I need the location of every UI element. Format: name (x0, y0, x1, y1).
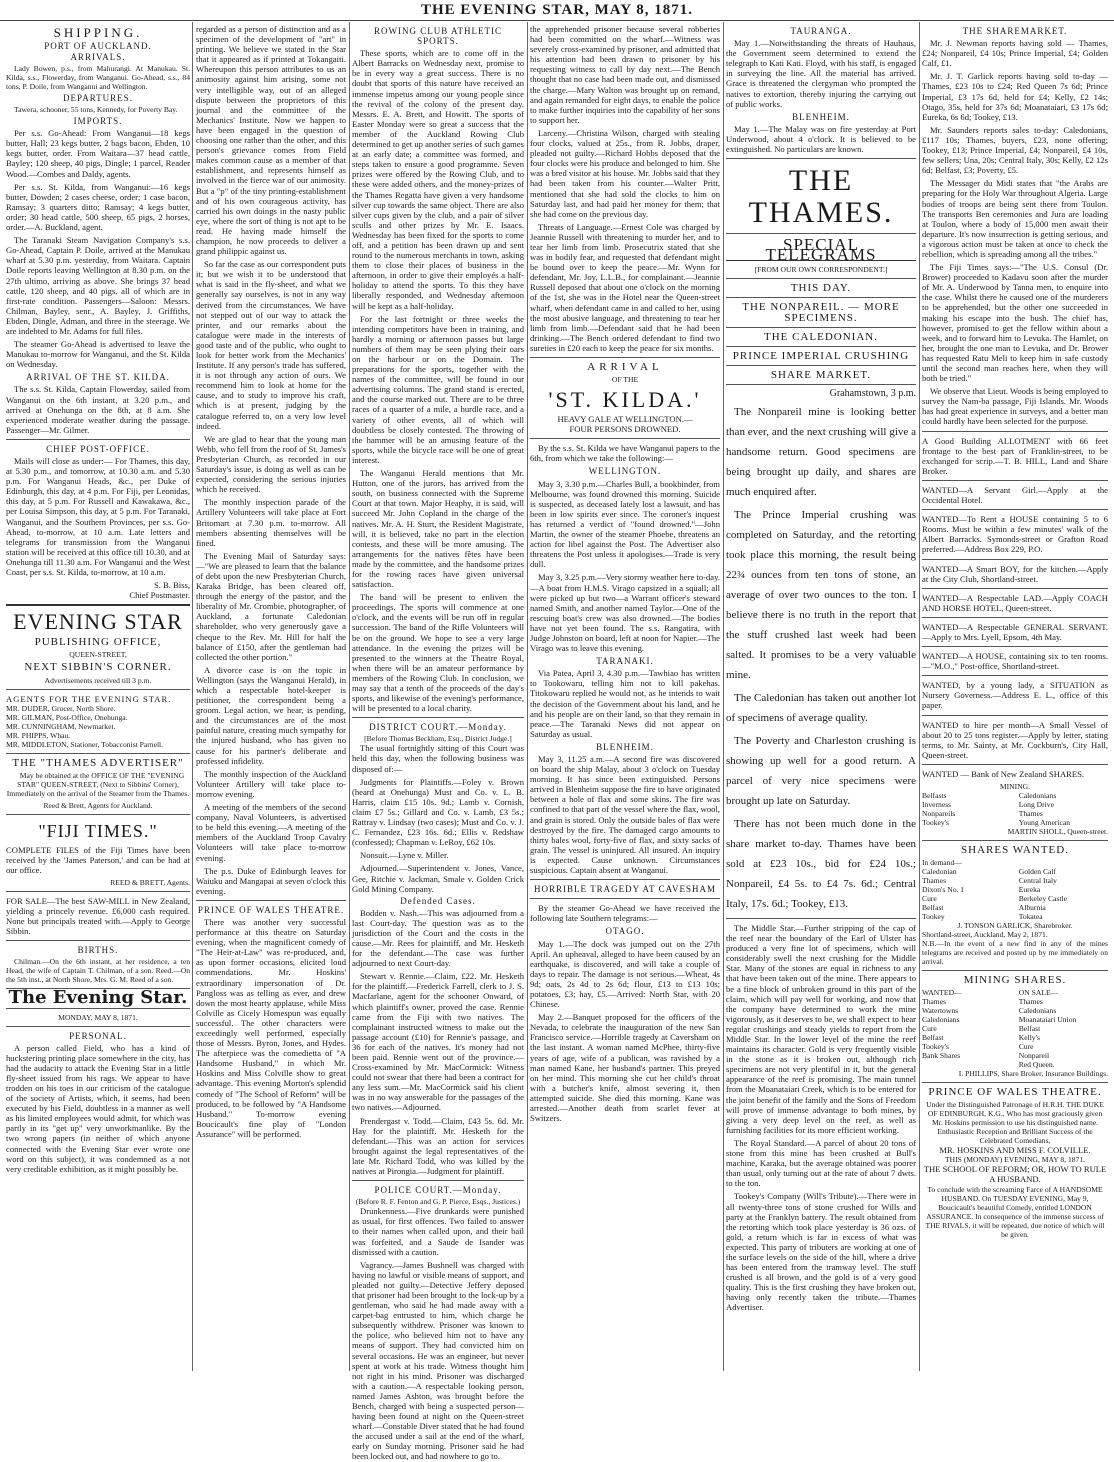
larceny-text: Larceny.—Christina Wilson, charged with stealing four clocks, valued at 25s., from R. Jobbs, draper, pleaded not guilty.—Richard Hobbs deposed that the four clocks were his produce and belonged to him. She was a bred visitor at his house. Mr. Jobbs said that they had been taken from his counter.—Walter Pritt, mentioned that she had sold the clocks to him on Saturday last, and had paid her money for them; that she had come on the previous day. (530, 127, 720, 219)
theatre-names: MR. HOSKINS AND MISS F. COLVILLE. (939, 1145, 1091, 1156)
port-heading: PORT OF AUCKLAND. (44, 41, 152, 52)
col2-text-5: The Evening Mail of Saturday says:—"We are pleased to learn that the balance of debt upon the new Presbyterian Church, Karaka Bridge, has been cleared off, through the energy of the pastor, and the liberality of Mr. Crombie, photographer, of Auckland, a fortunate Caledonian shareholder, who very generously gave a cheque to the Rev. Mr. Hill for half the balance of £150, after the gentleman had collected the other portion." (196, 550, 346, 662)
column-rule (192, 22, 193, 1371)
col2-text-4: The monthly inspection parade of the Artillery Volunteers will take place at Fort Britomart at 7.30 p.m. to-morrow. All members absenting themselves will be fined. (196, 497, 346, 548)
arrivals-heading: ARRIVALS. (70, 52, 126, 63)
nonpareil-heading: THE NONPAREIL. — MORE SPECIMENS. (742, 301, 900, 324)
column-rule (349, 22, 350, 1371)
thames-body-5: There has not been much done in the share market to-day. Thames have been sold at £23 10s., bid for £24 10s.; Nonpareil, £4 5s. to £4 7s. 6d.; Central Italy, 17s. 6d.; Tookey, £13. (726, 817, 916, 910)
mining-shares-lists (922, 988, 1108, 1069)
share-item: Golden Calf (1018, 867, 1057, 877)
office-street: QUEEN-STREET, (69, 650, 127, 660)
otago-text-2: May 2.—Banquet proposed for the officers of the Nevada, to celebrate the inauguration of the new San Francisco service.—Horrible tragedy at Caversham on the last instant. A woman named McPhee, thirty-five years of age, wife of a publican, was ravished by a man named Kane, her husband's partner. This preyed on her mind. This morning she cut her child's throat with a butcher's knife, almost severing it, then attempted suicide. She died this morning. Kane was arrested.—Another death from scarlet fever at Switzers. (530, 1012, 720, 1124)
advert-house-2: WANTED—A HOUSE, containing six to ten rooms.—"M.O.," Post-office, Shortland-street. (922, 651, 1108, 672)
rowing-heading: ROWING CLUB ATHLETIC SPORTS. (374, 26, 502, 47)
col2-text-8: A meeting of the members of the second company, Naval Volunteers, is advertised to be held this evening.—A meeting of the members of the Auckland Troop Cavalry Volunteers will take place to-morrow evening. (196, 802, 346, 863)
for-sale-text: FOR SALE—The best SAW-MILL in New Zealand, yielding a princely revenue. £6,000 cash required. None but principals treated with.—Apply to George Sibbin. (6, 895, 190, 937)
share-item: Alburnia (1018, 903, 1046, 913)
defended-text: Bodden v. Nash.—This was adjourned from a last Court-day. The question was as to the jurisdiction of the Court and the costs in the cause.—Mr. Rees for plaintiff, and Mr. Hesketh for the defendant.—The case was further adjourned to next Court-day. (352, 907, 524, 969)
wanted-label: WANTED— (922, 988, 962, 998)
otago-heading: OTAGO. (605, 926, 645, 937)
births-text: Chilman.—On the 6th instant, at her residence, a ten Head, the wife of Captain T. Chilman, of a son. Reed.—On the 5th inst., at North Shore, Mrs. G. M. Reed of a son. (6, 957, 190, 985)
wanted-item: Tookey's (922, 1042, 949, 1052)
agent-item: MR. DUDER, Grocer, North Shore. (6, 703, 116, 713)
mining-item: Long Drive (1018, 800, 1054, 809)
nonsuit-text: Nonsuit.—Lyne v. Miller. (360, 850, 449, 861)
col4-text-1: the apprehended prisoner because several robberies had been committed on the wharf.—Witness was severely cross-examined by prisoner, and admitted that his attention had been drawn to prisoner by his requesting witness to call by day next.—The Bench thought that no case had been made out, and dismissed the charge.—Mary Walton was brought up on remand, and again remanded for eight days, to enable the police to make further inquiries into the capability of her sons to support her. (530, 24, 720, 125)
theatre-date: THIS (MONDAY) EVENING, MAY 8, 1871. (944, 1155, 1086, 1165)
share-item: Tokatea (1018, 912, 1043, 922)
theatre-text: Enthusiastic Reception and Brilliant Success of the Celebrated Comedians, (937, 1127, 1093, 1146)
advert-house: WANTED—To Rent a HOUSE containing 5 to 6 Rooms. Must be within a few minutes' walk of the Albert Barracks. Symonds-street or Grafton Road preferred.—Address Box 229, P.O. (922, 514, 1108, 555)
steamer-text: The steamer Go-Ahead is advertised to leave the Manukau to-morrow for Wanganui, and the St. Kilda on Wednesday. (6, 339, 190, 370)
prince-imperial-heading: PRINCE IMPERIAL CRUSHING (732, 349, 910, 362)
fiji-heading: "FIJI TIMES." (38, 820, 158, 841)
arrival-ship: 'ST. KILDA.' (548, 387, 702, 413)
prince-theatre-heading: PRINCE OF WALES THEATRE. (197, 904, 345, 915)
mining-item: Caledonians (1018, 791, 1057, 800)
share-item: Thames (922, 876, 947, 886)
woods-text: We observe that Lieut. Woods is being employed to survey the Nam-ba passage, Fiji Islands. Mr. Woods has had great experience in surveys, and a better man could hardly have been selected for the purpose. (922, 386, 1108, 427)
agent-item: MR. PHIPPS, Whau. (6, 730, 71, 740)
district-court-sub: [Before Thomas Beckham, Esq., District Judge.] (364, 734, 512, 744)
on-sale-item: Nonpareil (1018, 1051, 1050, 1061)
departures-heading: DEPARTURES. (63, 93, 133, 104)
phillips-broker: I. PHILLIPS, Share Broker, Insurance Buildings. (958, 1069, 1108, 1079)
col2-text-7: The monthly inspection of the Auckland Volunteer Artillery will take place to-morrow evening. (196, 768, 346, 799)
wanted-shares-sub: MINING. (999, 782, 1031, 791)
judgments-text: Judgments for Plaintiffs.—Foley v. Brown (heard at Onehunga) Must and Co. v. L. B. Harris, claim £15 10s. 9d.; Lamb v. Cornish, claim £7 5s.; Gillard and Co. v. Lamb, £3 5s.; Rattray v. Lindsay (two cases); Must and Co. v. J. C. Fernandez, £23 16s. 6d.; Ellis v. Redshaw (confessed); Chapman v. LeRoy, £62 10s. (352, 776, 524, 848)
agent-item: MR. CUNNINGHAM, Newmarket. (6, 721, 116, 731)
st-kilda-text: The s.s. St. Kilda, Captain Flowerday, sailed from Wanganui on the 6th instant, at 3.20 p.m., and arrived at Onehunga on the 8th, at 8 a.m. She experienced moderate weather during the passage. Passenger—Mr. Gilmer. (6, 384, 190, 435)
arrival-sub-1: HEAVY GALE AT WELLINGTON.— (557, 414, 693, 425)
office-adverts: Advertisements received till 3 p.m. (44, 675, 152, 685)
prendergast-text: Prendergast v. Todd.—Claim, £43 5s. 6d. Mr. Hay for the plaintiff. Mr. Hesketh for the defendant.—This was an action for services brought against the legal representatives of the late Mr. Richard Todd, who was killed by the natives at Pirongia.—Judgment for plaintiff. (352, 1115, 524, 1177)
arrival-heading: ARRIVAL (587, 361, 663, 373)
births-heading: BIRTHS. (77, 945, 119, 956)
share-market-heading: SHARE MARKET. (770, 368, 872, 381)
office-sub: PUBLISHING OFFICE, (34, 636, 162, 649)
wanted-shares-heading: WANTED — Bank of New Zealand SHARES. (922, 768, 1085, 779)
post-office-signature: S. B. Biss, (153, 580, 190, 591)
advert-governess: WANTED, by a young lady, a SITUATION as Nursery Governess.—Address E. L., office of this paper. (922, 680, 1108, 711)
arrivals-text: Lady Bowen, p.s., from Mahurangi. At Manukau. St. Kilda, s.s., Flowerday, from Wanganui. Go-Ahead, s.s., 84 tons, P. Doile, from Wanganui and Wellington. (6, 64, 190, 92)
middle-star-text: The Middle Star.—Further stripping of the cap of the reef near the boundary of the Earl of Ulster has produced a very fine lot of specimens, which will considerably swell the next crushing for the Middle Star. Many of the stones are equal in richness to any that have been taken out of the mine. There appears to be a fine block of unbroken ground in this part of the claim, which will pay well for working, and now that the company have determined to work the mine vigorously, as it deserves to be, we shall expect to hear regular crushings and steady yields to report from the Middle Star. In the lower level of the mine the reef maintains its character. Gold is very frequently visible in the stone as it is broken out, although rich specimens are not very plentiful in it, but the general appearance of the reef is promising. The main tunnel from the Moanataiari Creek, which is to be entered for the joint benefit of the family and the Sons of Freedom will prove of immense advantage to both mines, by giving a very deep level on the reef, as well as furnishing facilities for its more efficient working. (726, 922, 916, 1135)
share-item: Caledonian (922, 867, 957, 877)
column-4 (530, 24, 720, 1369)
column-2 (196, 24, 346, 1369)
grahamstown-dateline: Grahamstown, 3 p.m. (829, 387, 916, 399)
paper-title: The Evening Star. (8, 987, 188, 1009)
taranaki-text: The Taranaki Steam Navigation Company's s.s. Go-Ahead, Captain P. Doile, arrived at the Manukau wharf at 5.30 p.m. yesterday, from Waitara. Captain Doile reports leaving Wellington at 8.30 p.m. on the 27th ultimo, arriving as above. She brings 37 head cattle, 120 sheep, and 40 pigs, all of which are in first-rate condition. Passengers—Saloon: Messrs. Chilman, Bayley, senr., A. Bayley, J. Griffiths, Ebden, Dingle, Adman, and three in the steerage. We are indebted to Mr. Adams for full files. (6, 235, 190, 336)
agents-list (6, 704, 190, 749)
sharemarket-text-3: Mr. Saunders reports sales to-day: Caledonians, £117 10s; Thames, buyers, £23, none offering; Tookey, £13; Prince Imperial, £4; Nonpareil, £4 10s, few sellers; Una, 20s; Central Italy, 30s; Kelly, £2 12s 6d; Belfast, £3; Poverty, £5. (922, 124, 1108, 176)
personal-heading: PERSONAL. (69, 1030, 127, 1041)
on-sale-item: Red Queen. (1018, 1060, 1055, 1070)
district-court-text: The usual fortnightly sitting of this Court was held this day, when the following business was disposed of:— (352, 743, 524, 774)
horrible-heading: HORRIBLE TRAGEDY AT CAVESHAM (534, 884, 716, 895)
threats-text: Threats of Language.—Ernest Cole was charged by Jeannie Russell with threatening to murder her, and to tear her limb from limb. Prosecutrix stated that she was in bodily fear, and requested that defendant might be bound over to keep the peace.—Mr. Wynn for defendant, Mr. Joy, L.L.B., for complainant.—Jeannie Russell deposed that about one o'clock on the morning of the 1st, she was in the Hotel near the Queen-street wharf, when defendant came in and called to her, using the most abusive language, and threatening to tear her limb from limb.—Defendant said that he had been drinking.—The Bench ordered defendant to find two sureties in £20 each to keep the peace for six months. (530, 221, 720, 353)
wellington-text-2: May 3, 3.25 p.m.—Very stormy weather here to-day.—A boat from H.M.S. Virago capsized in a squall; all were picked up but two—a Warrant officer's steward named Smith, and another named Taylor.—One of the rescuing boat's crew was also drowned.—The bodies have not yet been found. The s.s. Rangatira, with Judge Johnston on board, left at noon for Napier.—The Virago was to leave this evening. (530, 572, 720, 654)
fiji-text: COMPLETE FILES of the Fiji Times have been received by the 'James Paterson,' and can be had at our office. (6, 844, 190, 875)
on-sale-item: Caledonians (1018, 1006, 1057, 1016)
office-heading: EVENING STAR (13, 609, 183, 635)
st-kilda-heading: ARRIVAL OF THE ST. KILDA. (26, 372, 170, 383)
post-office-heading: CHIEF POST-OFFICE. (46, 443, 150, 454)
district-court-heading: DISTRICT COURT.—Monday. (369, 722, 507, 733)
wanted-item: Cure (922, 1024, 937, 1034)
shipping-heading: SHIPPING. (53, 25, 143, 40)
blenheim-2-heading: BLENHEIM. (792, 111, 850, 122)
sharemarket-text-1: Mr. J. Newman reports having sold — Thames, £24; Nonpareil, £4 10s; Prince Imperial, £4; Golden Calf, £1. (922, 38, 1108, 69)
fiji-times-text: The Fiji Times says:—"The U.S. Consul (Dr. Brower) proceeded to Kadavu soon after the murder of Mr. A. Underwood by Tanna men, to enquire into the case. Whilst there he caused one of the murderers to be apprehended, but the other one succeeded in making his escape into the bush. The chief has, however, promised to get the fellow within about a week, and to forward him to Levuka. The Hamlet, on her, brought the one man to Levuka, and Dr. Brower has requested Ratu Meli to keep him in safe custody until the second man reaches here, when they will both be tried." (922, 262, 1108, 384)
on-sale-item: Belfast (1018, 1024, 1041, 1034)
column-rule (919, 22, 920, 1371)
masthead-title: THE EVENING STAR, MAY 8, 1871. (421, 2, 693, 18)
mining-item: Nonpareils (922, 809, 956, 818)
advert-servant: WANTED—A Servant Girl.—Apply at the Occidental Hotel. (922, 484, 1108, 506)
thames-advertiser-text: May be obtained at the OFFICE OF THE "EVENING STAR" QUEEN-STREET, (Next to Sibbins' Corner), Immediately on the arrival of the Steamer from the Thames. (6, 770, 190, 798)
post-office-title: Chief Postmaster. (129, 590, 190, 601)
theatre-heading: PRINCE OF WALES THEATRE. (928, 1086, 1102, 1099)
taranaki-heading: TARANAKI. (596, 656, 654, 667)
wanted-item: Caledonians (922, 1015, 960, 1025)
fiji-sig: REED & BRETT, Agents. (110, 877, 190, 887)
on-sale-label: ON SALE— (1018, 988, 1059, 998)
vagrancy-text: Vagrancy.—James Bushnell was charged with having no lawful or visible means of support, and pleaded not guilty.—Detective Jeffery deposed that prisoner had been brought to the lock-up by a gentleman, who said he had made away with a carpet-bag entrusted to him, which charge he subsequently withdrew. Prisoner was known to the police, who believed him not to have any means of support. They had convicted him on several occasions. He was an engineer, but never spent at work at his trade. Witness thought him not right in his mind. Prisoner was discharged with a caution.—A respectable looking person, named James Ashton, was brought before the Bench, charged with being a suspected person—having been found at night on the Queen-street wharf.—Constable Diver stated that he had found the accused under a sail at the end of the wharf, early on Sunday morning. Prisoner said he had been locked out, and had nowhere to go to. (352, 1259, 524, 1462)
defended-heading: Defended Cases. (400, 895, 476, 906)
shares-wanted-list (922, 867, 1108, 921)
sharemarket-heading: THE SHAREMARKET. (962, 26, 1068, 36)
thames-heading: THE THAMES. (748, 164, 894, 230)
wanted-item: Watertowns (922, 1006, 959, 1016)
mining-item: Belfasts (922, 791, 947, 800)
theatre-close: To conclude with the screaming Farce of A HANDSOME HUSBAND. On TUESDAY EVENING, May 9, Boucicault's beautiful Comedy, entitled LONDON ASSURANCE. In consequence of the immense success of THE RIVALS, it will be repeated, due notice of which will be given. (925, 1184, 1105, 1239)
thames-body-2: The Prince Imperial crushing was completed on Saturday, and the retorting took place this morning, the result being 22¾ ounces from ten tons of stone, an average of over two ounces to the ton. I believe there is no truth in the report that the stuff crushed last week had been salted. It promises to be a very valuable mine. (726, 508, 916, 681)
garlick-name: J. TONSON GARLICK, Sharebroker. (957, 921, 1073, 931)
wanted-item: Thames (922, 997, 947, 1007)
caledonian-heading: THE CALEDONIAN. (764, 330, 878, 343)
column-rule (527, 22, 528, 1371)
rowing-text-4: The band will be present to enliven the proceedings. The sports will commence at one o'clock, and the events will be run off in regular succession. The band of the Rifle Volunteers will be on the ground. We hope to see a very large attendance. In the evening the prizes will be presented to the winners at the Theatre Royal, when there will be an amateur performance by members of the Rowing Club. In conclusion, we may say that a tenth of the proceeds of the day's sports, and likewise of the evening's performance, will be presented to a local charity. (352, 592, 524, 714)
advert-allotment: A Good Building ALLOTMENT with 66 feet frontage to the best part of Franklin-street, to be exchanged for scrip.—T. B. HILL, Land and Share Broker. (922, 435, 1108, 476)
theatre-patron: Under the Distinguished Patronage of H.R.H. THE DUKE OF EDINBURGH, K.G., Who has most graciously given Mr. Hoskins permission to use his distinguished name. (926, 1100, 1104, 1128)
on-sale-item: Cure (1018, 1042, 1034, 1052)
messager-text: The Messager du Midi states that "the Arabs are preparing for the Holy War throughout Algeria. Large bodies of troops are being sent there from Toulon. The transports Ben ceremonies and Jura are loading at Toulon, where a body of 15,000 men await their departure. It's now insurrection is getting serious, and a vigorous action must be taken at once to check the rebellion, which is spreading among all the tribes." (922, 178, 1108, 259)
telegrams-sub: [FROM OUR OWN CORRESPONDENT.] (754, 265, 888, 275)
share-item: Belfast (922, 903, 944, 913)
post-office-text: Mails will close as under:— For Thames, this day, at 5.30 p.m., and tomorrow, at 10.30 a.m. and 5.30 p.m. For Wanganui Heads, &c., per Duke of Edinburgh, this day, at 4 p.m. For Fiji, per Leonidas, this day, at 5 p.m. For Russell and Kawakawa, &c., per Louisa Simpson, this day, at 5 p.m. For Taranaki, Wanganui, and the Southern Provinces, per s.s. Go-Ahead, to-morrow, at 10 a.m. Late letters and telegrams for transmission from the Wanganui station will be received at this office till 10.30, and at Onehunga till 11.30 a.m. For Wanganui and the West Coast, per s.s. St. Kilda, to-morrow, at 10 a.m. (6, 456, 190, 578)
agents-advert (6, 694, 190, 749)
police-court-sub: (Before R. F. Fenton and G. P. Pierce, Esqs., Justices.) (355, 1197, 521, 1207)
royal-standard-text: The Royal Standard.—A parcel of about 20 tons of stone from this mine has been crushed at Bull's machine, Karaka, but the average obtained was poorer than usual, only turning out at the rate of about 7 dwts. to the ton. (726, 1137, 916, 1189)
sharemarket-text-2: Mr. J. T. Garlick reports having sold to-day — Thames, £23 10s to £24; Red Queen 7s 6d; Prince Imperial, £3 17s 6d, held for £4; Kelly, £2 14s; Otago, 35s, held for 37s 6d; Moanataiari, £3 17s 6d; Eureka, 6s 6d; Tookey, £13. (922, 71, 1108, 122)
blenheim-text: May 3, 11.25 a.m.—A second fire was discovered on board the ship Malay, about 3 o'clock on Tuesday morning. It has since been extinguished. Persons arrived in Blenheim suppose the fire to have originated between a hole of flax and some skins. The fire was confined to that part of the vessel where the flax, wool, and grain is stored. Only the outside bales of flax were destroyed by the fire. The damaged cargo amounts to thirty bales wool, forty-five of flax, and sixty sacks of grain. The vessel is uninjured. All insured. An inquiry is expected. Cause unknown. Circumstances suspicious. Captain absent at Wanganui. (530, 754, 720, 876)
police-court-heading: POLICE COURT.—Monday. (374, 1185, 502, 1196)
personal-text: A person called Field, who has a kind of huckstering printing place somewhere in the city, has had the audacity to attack the Evening Star in a little fly-sheet issued from his rags. We appear to have trodden on his toes in our criticism of the catalogue of the society of Artists, which, it seems, had been executed by his Field, doubtless in a manner as well as his limited employees would admit, for which was partly in its "get up" very unworkmanlike. By the two wrong papers (in neither of which anyone connected with the Evening Star ever wrote one word on this subject), it was condemned as a not very creditable exhibition, as it might possibly be. (6, 1042, 190, 1174)
this-day: THIS DAY. (790, 282, 852, 295)
advert-vessel: WANTED to hire per month—A Small Vessel of about 20 to 25 tons register.—Apply by letter, stating terms, to Mr. Sainty, at Mr. Cockburn's, City Hall, Queen-street. (922, 719, 1108, 760)
share-item: Cure (922, 894, 937, 904)
rowing-text-2: For the last fortnight or three weeks the intending competitors have been in training, and hardly a morning or afternoon passes but large numbers of them may be seen plying their oars on the harbour or on the Domain. The preparations for the sports, together with the names of the committee, will be found in our advertising columns. The grand stand is erected, and the course marked out. There are to be three races of a quarter of a mile, a hurdle race, and a variety of other events, all of which will doubtless be closely contested. The throwing of the hammer will be an amusing feature of the sports, while the bicycle race will be one of great interest. (352, 313, 524, 465)
taranaki-text: Via Patea, April 3, 4.30 p.m.—Tawhiao has written to Tookowaru, telling him not to kill pakehas. Titokowaru replied he would not, as he intends to wait the decision of the Government about his land, and he and his people are on their land, so that they remain in peace.—The Taranaki News did not appear on Saturday as usual. (530, 668, 720, 739)
prince-theatre-text: There was another very successful performance at this theatre on Saturday evening, when the magnificent comedy of "The Heir-at-Law" was re-produced, and, as upon former occasions, elicited loud commendations. Mr. Hoskins' extraordinary impersonation of Dr. Pangloss was as telling as ever, and drew down the most hearty applause, while Miss Colville as Cicely Homespun was equally successful. The other characters were exceedingly well performed, especially those of Messrs. Byron, Jones, and Hydes. The afterpiece was the comedietta of "A Handsome Husband," in which Mr. Hoskins and Miss Colville show to great advantage. This evening Morton's splendid comedy of "The School of Reform" will be produced, to be followed by "A Handsome Husband." To-morrow evening Boucicault's fine play of "London Assurance" will be performed. (196, 916, 346, 1139)
mining-item: Young American (1018, 818, 1071, 827)
wellington-heading: WELLINGTON. (588, 466, 662, 477)
on-sale-item: Moanataiari Union (1018, 1015, 1077, 1025)
share-item: Dixon's No. 1 (922, 885, 965, 895)
col2-text-6: A divorce case is on the topic in Wellington (says the Wanganui Herald), in which a respectable hotel-keeper is petitioner, the correspondent being a groom. Legal action, we hear, is pending, and the circumstances are of the most painful nature, creating much sympathy for the injured husband, who has given no cause for his partner's deliberate and professed infidelity. (196, 664, 346, 766)
thames-body-4: The Poverty and Charleston crushing is showing up well for a good return. A parcel of very nice specimens were brought up late on Saturday. (726, 734, 916, 807)
on-sale-item: Kelly's (1018, 1033, 1040, 1043)
paper-date: MONDAY, MAY 8, 1871. (58, 1012, 138, 1022)
shares-wanted-heading: SHARES WANTED. (961, 844, 1069, 856)
office-next: NEXT SIBBIN'S CORNER. (24, 661, 172, 674)
thames-body-3: The Caledonian has taken out another lot of specimens of average quality. (726, 691, 916, 724)
martin-sholl: MARTIN SHOLL, Queen-street. (1007, 827, 1108, 836)
col2-text-9: The p.s. Duke of Edinburgh leaves for Waiuku and Mangapai at seven o'clock this evening. (196, 865, 346, 896)
rowing-text-3: The Wanganui Herald mentions that Mr. Hutton, one of the jurors, has arrived from the south, on business connected with the Supreme Court at that town. Major Heaphy, it is said, will succeed Mr. John Copland in the charge of the natives. Mr. A. H. Sturt, the Resident Magistrate, will, it is believed, take no part in the election contests, and these will be more amusing. The arrangements for the natives fêtes have been made by the committee, and the handsome prizes for the rowing races have given universal satisfaction. (352, 468, 524, 590)
tookey-text: Tookey's Company (Will's Tribute).—There were in all twenty-three tons of stone crushed for Wills and party at the Franklyn battery. The result obtained from the retorting which took place yesterday is 36 ozs. of gold, a return which is far in excess of what was expected. This party of tributers are working at one of the surface levels on the side of the hill, where a drive has been entered from the tramway level. The stuff crushed is all brown, and the gold is of a very good quality. This is the first crushing they have broken out, having only recently taken the tribute.—Thames Advertiser. (726, 1191, 916, 1313)
thames-advertiser-sig: Reed & Brett, Agents for Auckland. (43, 800, 153, 810)
mining-item: Thames (1018, 809, 1043, 818)
wanted-item: Bank Shares (922, 1051, 961, 1061)
agent-item: MR. GILMAN, Post-Office, Onehunga. (6, 712, 128, 722)
arrival-of: OF THE (611, 375, 639, 385)
advert-boy: WANTED—A Smart BOY, for the kitchen.—Apply at the City Club, Shortland-street. (922, 563, 1108, 584)
garlick-address: Shortland-street, Auckland, May 2, 1871. (922, 930, 1048, 940)
horrible-intro: By the steamer Go-Ahead we have received the following late Southern telegrams:— (530, 903, 720, 924)
col2-text-1: regarded as a person of distinction and as a specimen of the development of "art" in printing. We believe we stated in the Star that it appeared as if printed at Tokangaiti. Whereupon this person attributes to us an animosity against him arising, some not very intelligible way, out of an alleged dispute between the proprietors of this journal and the committee of the Mechanics' Institute. Now we happen to have been engaged in the question of choosing one rather than the other, and this person's grievance comes from Field makes common cause as a member of that establishment, and represents himself as involved in the fierce war of our animosity. But a "p" of the tiny printing-establishment and of his own courageous activity, has carried his own doings in the nasty public eye, where the sort of thing is not apt to be read. He having made himself the champion, he now proceeds to deliver a grand philippic against us. (196, 24, 346, 257)
mining-list (922, 791, 1108, 827)
col2-text-3: We are glad to hear that the young man Webb, who fell from the roof of St. James's Presbyterian Church, as recorded in our Saturday's issue, is doing as well as can be expected, considering the serious injuries which he received. (196, 433, 346, 495)
tauranga-text: May 1.—Notwithstanding the threats of Hauhaus, the Government seem determined to extend the telegraph to Kati Kati. Floyd, with his staff, is engaged in surveying the line. All the material has arrived. Grace is threatened the clergyman who prompted the natives to extortion, thereby injuring the carrying out of public works. (726, 38, 916, 109)
thames-body-1: The Nonpareil mine is looking better than ever, and the next crushing will give a handsome return. Good specimens are being brought up daily, and shares are much enquired after. (726, 405, 916, 498)
arrival-text: By the s.s. St. Kilda we have Wanganui papers to the 6th, from which we take the following:— (530, 443, 720, 464)
share-item: Tookey (922, 912, 945, 922)
mining-item: Inverness (922, 800, 952, 809)
masthead (0, 0, 1114, 21)
advert-general-servant: WANTED—A Respectable GENERAL SERVANT.—Apply to Mrs. Lyell, Epsom, 4th May. (922, 621, 1108, 642)
column-3 (352, 24, 524, 1462)
tauranga-heading: TAURANGA. (790, 26, 852, 36)
otago-text: May 1.—The dock was jumped out on the 27th April. An upheaval, alleged to have been caused by an earthquake, is discovered, and will take a couple of days to repair. The damage is not serious.—Wheat, 4s 9d; oats, 2s 4d to 2s 6d; flour, £13 to £13 10s; potatoes, £3; hay, £5.—Arrived: North Star, with 20 Chinese. (530, 938, 720, 1010)
in-demand-label: In demand— (922, 858, 962, 868)
column-6 (922, 24, 1108, 1369)
imports-text: Per s.s. Go-Ahead: From Wanganui—18 kegs butter, Hall; 23 kegs butter, 2 bags bacon, Ebden, 10 kegs butter, order. From Waitara—37 head cattle, Bayley; 120 sheep, 40 pigs, Dingle; 1 parcel, Reader Wood.—Combes and Daldy, agents. (6, 128, 190, 179)
column-1 (6, 24, 190, 1369)
advert-lad: WANTED—A Respectable LAD.—Apply COACH AND HORSE HOTEL, Queen-street. (922, 592, 1108, 613)
telegrams-heading: SPECIAL TELEGRAMS (726, 240, 916, 261)
police-text: Drunkenness.—Five drunkards were punished as usual, for first offences. Two failed to answer to their names when called upon, and their bail was forfeited, and a Saude de Isander was dismissed with a caution. (352, 1206, 524, 1257)
share-item: Berkeley Castle (1018, 894, 1068, 904)
mining-shares-heading: MINING SHARES. (963, 974, 1067, 987)
departures-text: Tawera, schooner, 55 tons, Kennedy, for Poverty Bay. (14, 105, 178, 115)
column-5 (726, 24, 916, 1369)
thames-advertiser-heading: THE "THAMES ADVERTISER" (12, 756, 184, 769)
imports-text-2: Per s.s. St. Kilda, from Wanganui:—16 kegs butter, Dowden; 2 cases cheese, order; 1 case bacon, Ramsay; 3 quarters ditto; Ramsay; 4 kegs butter, order; 30 head cattle, 500 sheep, 65 pigs, 2 horses, order.—A. Buckland, agent. (6, 181, 190, 233)
wanted-item: Belfast (922, 1033, 944, 1043)
on-sale-item: Thames (1018, 997, 1043, 1007)
share-item: Central Italy (1018, 876, 1057, 886)
stewart-text: Stewart v. Rennie.—Claim, £22. Mr. Hesketh for the plaintiff.—Frederick Farrell, clerk to J. S. Macfarlane, agent for the schooner Onward, of which plaintiff's owner, proved the case. Rennie came from the Fiji with two natives. The complainant instructed witness to make out the passage account (£10) for Rennie's passage, and 36 for each of the natives. It's money had not been paid. Rennie went out of the province.—Cross-examined by Mr. MacCormick: Witness could not swear that there had been a contract for any less sum.—Mr. MacCormick said his client was in no way answerable for the passages of the two natives.—Adjourned. (352, 971, 524, 1113)
agents-heading: AGENTS FOR THE EVENING STAR. (6, 693, 172, 704)
share-item: Eureka (1018, 885, 1041, 895)
col2-text-2: So far the case as our correspondent puts it; but we wish it to be understood that what is said in the fly-sheet, and what we generally say ourselves, is not in any way derived from the circumstances. We have not stepped out of our way to attack the printer, and our remarks about the catalogue were made in the interests of good taste and of the public, who ought to look for better work from the Mechanics' Institute. If any person's trade has suffered, it is not through any action of ours. We recommend him to look at home for the cause, and to study to improve his craft, which is at present, judging by the catalogue referred to, on a very low level indeed. (196, 259, 346, 431)
blenheim-2-text: May 1.—The Malay was on fire yesterday at Port Underwood, about 4 o'clock. It is believed to be extinguished. No particulars are known. (726, 123, 916, 155)
adjourned-text: Adjourned.—Superintendent v. Jones, Vance, Gee, Ritchie v. Jackman, Smale v. Golden Crick Gold Mining Company. (352, 863, 524, 894)
mining-item: Tookey's (922, 818, 949, 827)
rowing-text-1: These sports, which are to come off in the Albert Barracks on Wednesday next, promise to be in every way a great success. There is no doubt that sports of this nature have received an immense impetus among our young people since the revival of the colony of the present day. Messrs. E. A. Brett, and Howitt. The sports of Easter Monday were so great a success that the member of the Auckland Rowing Club determined to get up another series of such games at an early date; a committee was formed, and steps taken to ensure a good programme. Seven prizes were offered by the Rowing Club, and to these were added others, and the money-prizes of the Thames Regatta have given a very handsome silver cup towards the same object. There are also silver cups given by the club, and a pair of silver sculls and other prizes by Mr. E. Isaacs. Wednesday has been fixed for the sports to come off, and a petition has been drawn up and sent round to the numerous merchants in town, asking them to close their places of business in the afternoon, in order to give their employés a half-holiday to attend the sports. To this they have liberally responded, and Wednesday afternoon will be kept as a half-holiday. (352, 48, 524, 311)
column-rule (723, 22, 724, 1371)
arrival-sub-2: FOUR PERSONS DROWNED. (569, 424, 681, 435)
theatre-play: THE SCHOOL OF REFORM; OR, HOW TO RULE A HUSBAND. (923, 1164, 1107, 1185)
blenheim-heading: BLENHEIM. (596, 741, 654, 752)
agent-item: MR. MIDDLETON, Stationer, Tobacconist Parnell. (6, 739, 164, 749)
garlick-note: N.B.—In the event of a new find in any of the mines telegrams are received and posted up by me immediately on arrival. (922, 939, 1108, 967)
wellington-text: May 3, 3.30 p.m.—Charles Bull, a bookbinder, from Melbourne, was found drowned this morning. Suicide is suspected, as deceased lately lost a lawsuit, and has been in low spirits ever since. The coroner's inquest has returned a verdict of "found drowned."—John Martin, the owner of the steamer Phoebe, threatens an action for libel against the Post. The Advertiser also threatens the Post unless it apologises.—Trade is very dull. (530, 478, 720, 570)
imports-heading: IMPORTS. (73, 116, 123, 127)
